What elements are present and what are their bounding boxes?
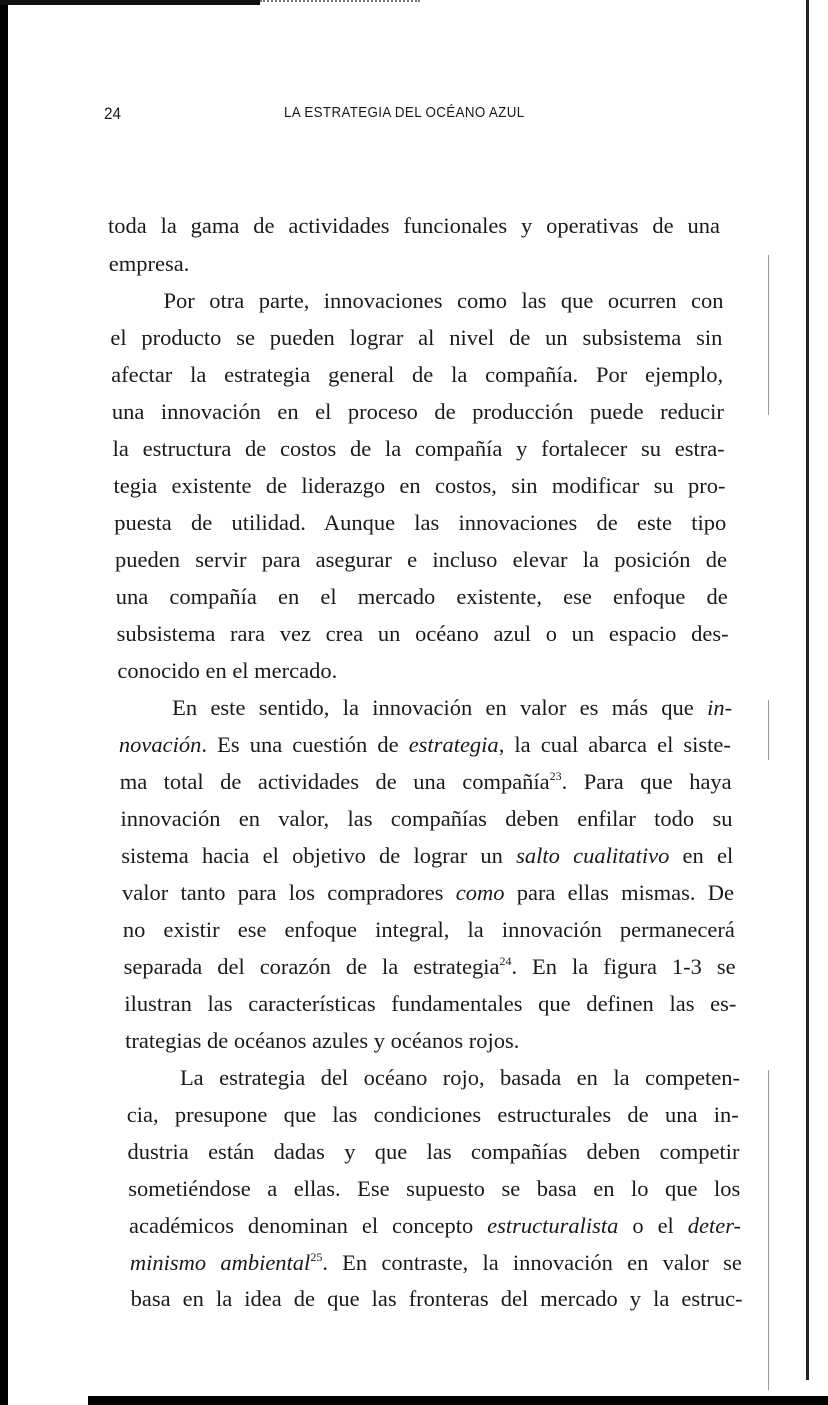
text-line	[110, 324, 722, 352]
text-line	[130, 1249, 742, 1277]
text-line	[111, 361, 723, 389]
text-segment: En este sentido, la innovación en valor es más que	[172, 695, 708, 720]
text-segment: o el	[618, 1213, 688, 1238]
text-segment: innovación en valor, las compañías deben enfilar todo su	[120, 806, 733, 831]
text-segment: basa en la idea de que las fronteras del mercado y la estruc-	[130, 1286, 743, 1311]
scan-top-edge	[0, 0, 260, 5]
text-line	[180, 1064, 740, 1092]
italic-text: salto cualitativo	[516, 843, 670, 868]
text-segment: empresa.	[108, 251, 190, 276]
text-line	[115, 546, 727, 574]
scan-bottom-edge	[88, 1396, 828, 1405]
text-line	[125, 1027, 737, 1055]
italic-text: estructuralista	[487, 1213, 619, 1238]
text-line	[119, 731, 731, 759]
text-line	[113, 435, 725, 463]
text-line	[164, 287, 724, 315]
text-line	[127, 1101, 739, 1129]
italic-text: deter-	[687, 1213, 742, 1238]
text-segment: toda la gama de actividades funcionales y operativas de una	[108, 213, 720, 238]
page-number: 24	[104, 104, 122, 123]
text-line	[122, 879, 734, 907]
text-segment: valor tanto para los compradores	[122, 880, 456, 905]
text-segment: . En la figura 1-3 se	[511, 954, 736, 979]
text-line	[128, 1138, 740, 1166]
text-line	[117, 620, 729, 648]
text-line	[124, 990, 736, 1018]
text-line	[113, 472, 725, 500]
footnote-ref: 23	[549, 769, 562, 783]
text-line	[131, 1285, 743, 1313]
running-title: LA ESTRATEGIA DEL OCÉANO AZUL	[284, 105, 525, 121]
text-line	[128, 1175, 740, 1203]
italic-text: novación	[118, 732, 202, 757]
scan-right-border	[806, 0, 809, 1380]
text-segment: . Para que haya	[561, 769, 732, 794]
text-segment: . Es una cuestión de	[201, 732, 409, 757]
text-line	[123, 916, 735, 944]
text-segment: la estructura de costos de la compañía y fortalecer su estra-	[112, 436, 725, 461]
text-line	[124, 953, 736, 981]
italic-text: estrategia	[408, 732, 499, 757]
text-segment: académicos denominan el concepto	[129, 1213, 488, 1238]
text-line	[108, 212, 720, 240]
text-line	[120, 768, 732, 796]
text-segment: tegia existente de liderazgo en costos, sin modificar su pro-	[113, 473, 726, 498]
italic-text: como	[455, 880, 505, 905]
scan-margin-mark	[768, 255, 769, 415]
text-segment: una compañía en el mercado existente, ese enfoque de	[115, 584, 728, 609]
text-line	[112, 398, 724, 426]
scan-left-border	[0, 0, 8, 1405]
text-line	[172, 694, 732, 722]
text-segment: trategias de océanos azules y océanos rojos.	[125, 1028, 520, 1053]
text-line	[121, 842, 733, 870]
text-segment: afectar la estrategia general de la compañía. Por ejemplo,	[111, 362, 724, 387]
text-line	[117, 657, 729, 685]
text-segment: cia, presupone que las condiciones estructurales de una in-	[126, 1102, 739, 1127]
text-line	[114, 509, 726, 537]
text-segment: pueden servir para asegurar e incluso elevar la posición de	[115, 547, 728, 572]
text-segment: La estrategia del océano rojo, basada en la competen-	[179, 1065, 740, 1090]
footnote-ref: 25	[310, 1250, 323, 1264]
text-segment: Por otra parte, innovaciones como las que ocurren con	[163, 288, 724, 313]
text-segment: puesta de utilidad. Aunque las innovaciones de este tipo	[114, 510, 727, 535]
text-segment: separada del corazón de la estrategia	[123, 954, 500, 979]
text-segment: para ellas mismas. De	[504, 880, 735, 905]
text-segment: una innovación en el proceso de producción puede reducir	[111, 399, 724, 424]
text-line	[109, 250, 721, 278]
text-segment: sistema hacia el objetivo de lograr un	[121, 843, 517, 868]
footnote-ref: 24	[499, 954, 512, 968]
scan-top-dots	[260, 0, 420, 5]
italic-text: in-	[707, 695, 733, 720]
text-line	[120, 805, 732, 833]
text-segment: ma total de actividades de una compañía	[119, 769, 550, 794]
text-segment: ilustran las características fundamentales que definen las es-	[124, 991, 737, 1016]
text-segment: el producto se pueden lograr al nivel de un subsistema sin	[110, 325, 723, 350]
text-line	[116, 583, 728, 611]
scan-margin-mark	[768, 1070, 769, 1390]
text-segment: sometiéndose a ellas. Ese supuesto se basa en lo que los	[128, 1176, 741, 1201]
italic-text: minismo ambiental	[129, 1250, 311, 1275]
text-segment: subsistema rara vez crea un océano azul o un espacio des-	[116, 621, 729, 646]
text-line	[129, 1212, 741, 1240]
text-segment: dustria están dadas y que las compañías deben competir	[127, 1139, 740, 1164]
text-segment: , la cual abarca el siste-	[498, 732, 731, 757]
text-segment: conocido en el mercado.	[117, 658, 338, 683]
scan-margin-mark	[768, 700, 769, 760]
text-segment: en el	[669, 843, 734, 868]
text-segment: no existir ese enfoque integral, la innovación permanecerá	[122, 917, 735, 942]
text-segment: . En contraste, la innovación en valor se	[322, 1250, 742, 1275]
